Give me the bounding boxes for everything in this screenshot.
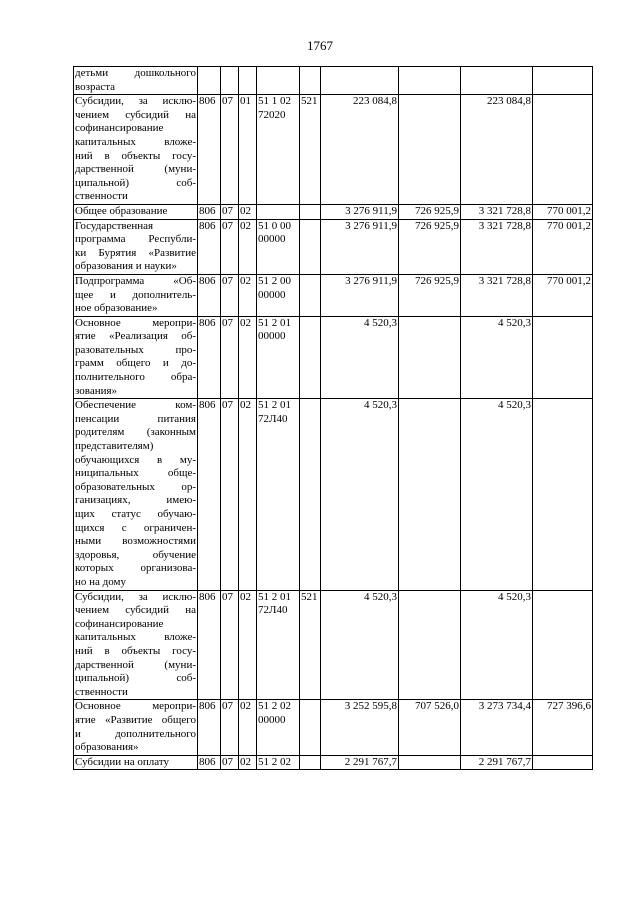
page-number: 1767 <box>307 38 333 53</box>
row-name-line: Субсидии, за исклю- <box>75 95 196 108</box>
row-name-line: образования» <box>75 741 139 754</box>
row-name-cell <box>74 67 198 95</box>
target-article-cell <box>257 67 300 95</box>
amount-cell <box>399 316 461 399</box>
expense-type-cell: 521 <box>300 95 321 205</box>
row-name-line: щее и дополнитель- <box>75 288 196 301</box>
amount-cell <box>399 95 461 205</box>
table-row <box>74 274 593 316</box>
row-name-line: Государственная <box>75 219 154 232</box>
gr-code-cell: 806 <box>198 204 221 219</box>
amount-cell: 2 291 767,7 <box>461 755 533 770</box>
target-article-cell <box>257 755 300 770</box>
subsection-code-cell: 02 <box>239 399 257 590</box>
row-name-line: ципальной) соб- <box>75 176 196 189</box>
row-name-line: софинансирование <box>75 122 164 135</box>
target-article-line: 51 2 02 <box>258 700 291 713</box>
row-name-line: и дополнительного <box>75 727 196 740</box>
row-name-line: ственности <box>75 190 128 203</box>
row-name-line: программа Республи- <box>75 233 196 246</box>
amount-cell: 726 925,9 <box>399 204 461 219</box>
table-row <box>74 204 593 219</box>
amount-cell: 770 001,2 <box>533 204 593 219</box>
amount-cell: 3 252 595,8 <box>321 700 399 755</box>
amount-cell: 3 276 911,9 <box>321 219 399 274</box>
expense-type-cell <box>300 399 321 590</box>
row-name-line: ний в объекты госу- <box>75 149 196 162</box>
row-name-line: ятие «Реализация об- <box>75 330 196 343</box>
table-row <box>74 399 593 590</box>
subsection-code-cell <box>239 67 257 95</box>
row-name-line: образования и науки» <box>75 260 177 273</box>
gr-code-cell: 806 <box>198 700 221 755</box>
budget-table <box>73 66 593 770</box>
row-name-cell <box>74 204 198 219</box>
target-article-line: 51 2 01 <box>258 316 291 329</box>
table-row <box>74 700 593 755</box>
gr-code-cell: 806 <box>198 219 221 274</box>
amount-cell: 3 321 728,8 <box>461 219 533 274</box>
expense-type-cell <box>300 755 321 770</box>
row-name-cell <box>74 95 198 205</box>
amount-cell <box>321 67 399 95</box>
row-name-line: родителям (законным <box>75 426 196 439</box>
target-article-cell <box>257 274 300 316</box>
gr-code-cell: 806 <box>198 399 221 590</box>
row-name-line: Субсидии, за исклю- <box>75 590 196 603</box>
table-row <box>74 590 593 700</box>
section-code-cell: 07 <box>221 219 239 274</box>
row-name-cell <box>74 316 198 399</box>
row-name-line: полнительного обра- <box>75 371 196 384</box>
amount-cell <box>533 95 593 205</box>
subsection-code-cell: 02 <box>239 700 257 755</box>
target-article-line: 00000 <box>258 288 286 301</box>
row-name-line: ганизациях, имею- <box>75 494 196 507</box>
amount-cell: 4 520,3 <box>461 590 533 700</box>
subsection-code-cell: 02 <box>239 219 257 274</box>
section-code-cell: 07 <box>221 399 239 590</box>
target-article-cell <box>257 399 300 590</box>
target-article-cell <box>257 700 300 755</box>
expense-type-cell <box>300 204 321 219</box>
row-name-line: зования» <box>75 384 118 397</box>
row-name-line: ки Бурятия «Развитие <box>75 246 196 259</box>
target-article-line: 00000 <box>258 713 286 726</box>
expense-type-cell <box>300 316 321 399</box>
amount-cell: 3 321 728,8 <box>461 274 533 316</box>
row-name-line: образовательных ор- <box>75 480 196 493</box>
table-row <box>74 316 593 399</box>
amount-cell: 4 520,3 <box>461 316 533 399</box>
target-article-cell <box>257 95 300 205</box>
table-row <box>74 755 593 770</box>
amount-cell: 223 084,8 <box>461 95 533 205</box>
target-article-cell <box>257 590 300 700</box>
row-name-line: Обеспечение ком- <box>75 399 196 412</box>
gr-code-cell: 806 <box>198 274 221 316</box>
amount-cell <box>533 755 593 770</box>
expense-type-cell <box>300 700 321 755</box>
row-name-cell <box>74 590 198 700</box>
row-name-line: ниципальных обще- <box>75 467 196 480</box>
target-article-line: 00000 <box>258 233 286 246</box>
row-name-line: ятие «Развитие общего <box>75 713 196 726</box>
row-name-line: ное образование» <box>75 302 158 315</box>
section-code-cell <box>221 67 239 95</box>
row-name-line: софинансирование <box>75 617 164 630</box>
amount-cell <box>399 755 461 770</box>
amount-cell: 4 520,3 <box>321 316 399 399</box>
target-article-line: 51 2 01 <box>258 590 291 603</box>
amount-cell <box>399 67 461 95</box>
row-name-line: дарственной (муни- <box>75 163 196 176</box>
gr-code-cell: 806 <box>198 755 221 770</box>
row-name-line: чением субсидий на <box>75 604 196 617</box>
amount-cell: 726 925,9 <box>399 274 461 316</box>
table-row <box>74 67 593 95</box>
row-name-line: Подпрограмма «Об- <box>75 274 196 287</box>
row-name-line: грамм общего и до- <box>75 357 196 370</box>
expense-type-cell <box>300 67 321 95</box>
row-name-line: щихся с ограничен- <box>75 521 196 534</box>
expense-type-cell: 521 <box>300 590 321 700</box>
target-article-line: 51 1 02 <box>258 95 291 108</box>
subsection-code-cell: 02 <box>239 274 257 316</box>
expense-type-cell <box>300 274 321 316</box>
amount-cell: 727 396,6 <box>533 700 593 755</box>
amount-cell <box>461 67 533 95</box>
target-article-line: 72Л40 <box>258 604 288 617</box>
row-name-line: разовательных про- <box>75 343 196 356</box>
section-code-cell: 07 <box>221 204 239 219</box>
row-name-line: капитальных вложе- <box>75 135 196 148</box>
amount-cell <box>533 590 593 700</box>
row-name-cell <box>74 219 198 274</box>
amount-cell: 707 526,0 <box>399 700 461 755</box>
section-code-cell: 07 <box>221 700 239 755</box>
row-name-cell <box>74 399 198 590</box>
row-name-line: ципальной) соб- <box>75 672 196 685</box>
target-article-cell <box>257 204 300 219</box>
target-article-line: 72020 <box>258 108 286 121</box>
row-name-line: Основное меропри- <box>75 316 196 329</box>
row-name-line: ний в объекты госу- <box>75 644 196 657</box>
gr-code-cell <box>198 67 221 95</box>
row-name-line: пенсации питания <box>75 412 196 425</box>
amount-cell <box>399 399 461 590</box>
row-name-line: чением субсидий на <box>75 108 196 121</box>
amount-cell: 2 291 767,7 <box>321 755 399 770</box>
section-code-cell: 07 <box>221 274 239 316</box>
subsection-code-cell: 02 <box>239 590 257 700</box>
target-article-line: 51 2 00 <box>258 274 291 287</box>
row-name-line: представителям) <box>75 440 154 453</box>
expense-type-cell <box>300 219 321 274</box>
amount-cell: 4 520,3 <box>461 399 533 590</box>
amount-cell: 3 276 911,9 <box>321 204 399 219</box>
target-article-line: 72Л40 <box>258 412 288 425</box>
section-code-cell: 07 <box>221 590 239 700</box>
row-name-line: Основное меропри- <box>75 700 196 713</box>
row-name-cell <box>74 700 198 755</box>
amount-cell: 223 084,8 <box>321 95 399 205</box>
subsection-code-cell: 02 <box>239 204 257 219</box>
amount-cell: 4 520,3 <box>321 590 399 700</box>
target-article-line: 51 2 02 <box>258 755 291 768</box>
gr-code-cell: 806 <box>198 316 221 399</box>
subsection-code-cell: 01 <box>239 95 257 205</box>
amount-cell <box>533 67 593 95</box>
subsection-code-cell: 02 <box>239 755 257 770</box>
row-name-line: которых организова- <box>75 562 196 575</box>
row-name-cell <box>74 274 198 316</box>
section-code-cell: 07 <box>221 755 239 770</box>
row-name-line: капитальных вложе- <box>75 631 196 644</box>
gr-code-cell: 806 <box>198 95 221 205</box>
row-name-line: возраста <box>75 80 116 93</box>
row-name-line: обучающихся в му- <box>75 453 196 466</box>
row-name-line: Субсидии на оплату <box>75 755 170 768</box>
amount-cell: 770 001,2 <box>533 274 593 316</box>
gr-code-cell: 806 <box>198 590 221 700</box>
target-article-line: 51 2 01 <box>258 399 291 412</box>
section-code-cell: 07 <box>221 316 239 399</box>
amount-cell <box>533 399 593 590</box>
row-name-line: Общее образование <box>75 204 168 217</box>
amount-cell: 3 273 734,4 <box>461 700 533 755</box>
row-name-line: здоровья, обучение <box>75 548 196 561</box>
row-name-line: детьми дошкольного <box>75 67 196 79</box>
target-article-line: 51 0 00 <box>258 219 291 232</box>
target-article-line: 00000 <box>258 330 286 343</box>
amount-cell: 726 925,9 <box>399 219 461 274</box>
amount-cell: 4 520,3 <box>321 399 399 590</box>
target-article-cell <box>257 316 300 399</box>
table-row <box>74 95 593 205</box>
amount-cell <box>533 316 593 399</box>
row-name-line: щих статус обучаю- <box>75 508 196 520</box>
subsection-code-cell: 02 <box>239 316 257 399</box>
section-code-cell: 07 <box>221 95 239 205</box>
row-name-line: ственности <box>75 685 128 698</box>
target-article-cell <box>257 219 300 274</box>
amount-cell <box>399 590 461 700</box>
row-name-line: но на дому <box>75 575 127 588</box>
amount-cell: 3 276 911,9 <box>321 274 399 316</box>
amount-cell: 3 321 728,8 <box>461 204 533 219</box>
row-name-cell <box>74 755 198 770</box>
table-row <box>74 219 593 274</box>
row-name-line: ными возможностями <box>75 535 196 548</box>
row-name-line: дарственной (муни- <box>75 658 196 671</box>
amount-cell: 770 001,2 <box>533 219 593 274</box>
